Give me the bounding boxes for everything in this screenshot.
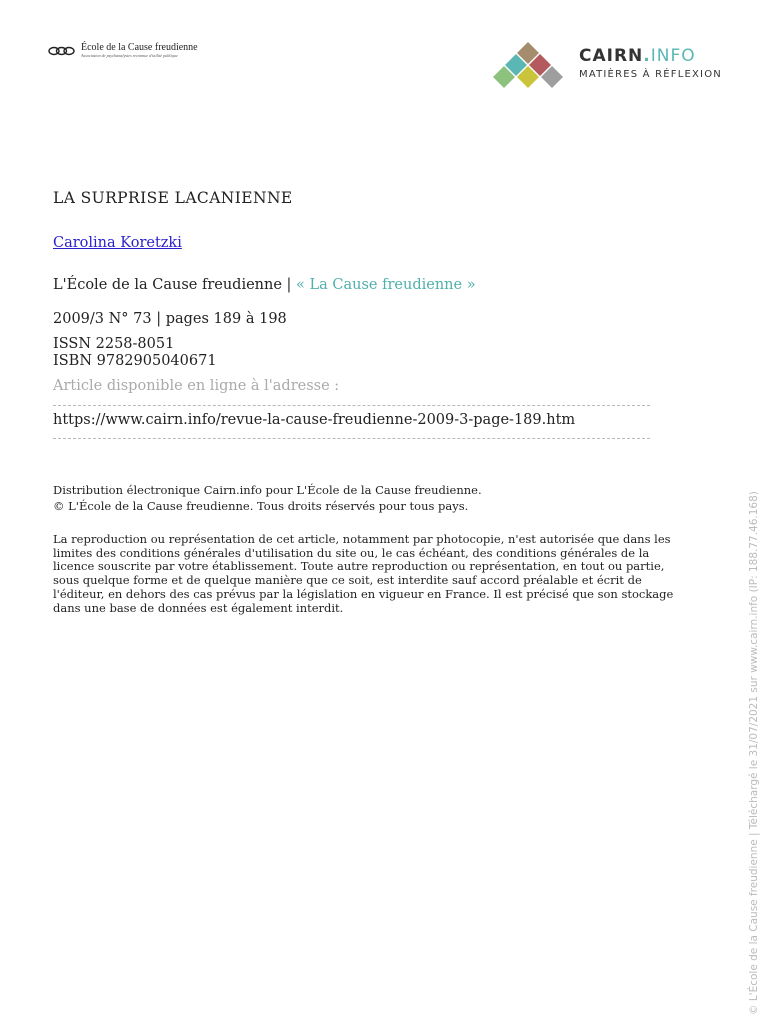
article-url-link[interactable]: https://www.cairn.info/revue-la-cause-freudienne-2009-3-page-189.htm <box>53 412 576 428</box>
cairn-brand <box>579 46 696 66</box>
legal-line: dans une base de données est également interdit. <box>53 600 344 615</box>
cairn-brand-dot: . <box>643 46 651 66</box>
issue-info: 2009/3 N° 73 | pages 189 à 198 <box>53 311 287 327</box>
author-link[interactable]: Carolina Koretzki <box>53 235 182 251</box>
legal-line: licence souscrite par votre établissement. Toute autre reproduction ou représentation, en tout ou partie, <box>53 559 665 574</box>
distribution-notice <box>53 483 482 514</box>
separator: | <box>286 277 292 293</box>
cairn-brand-suffix: INFO <box>650 46 696 66</box>
copyright-line: © L'École de la Cause freudienne. Tous droits réservés pour tous pays. <box>53 498 469 513</box>
publisher-text: L'École de la Cause freudienne <box>53 277 282 293</box>
availability-label: Article disponible en ligne à l'adresse : <box>53 378 340 394</box>
isbn: ISBN 9782905040671 <box>53 353 217 369</box>
issn: ISSN 2258-8051 <box>53 336 175 352</box>
cairn-slogan: MATIÈRES À RÉFLEXION <box>579 69 722 80</box>
publisher-logo-mark-icon <box>48 45 75 57</box>
legal-line: limites des conditions générales d'utilisation du site ou, le cas échéant, des conditions générales de la <box>53 545 650 560</box>
cairn-logo[interactable] <box>488 42 728 92</box>
article-title: LA SURPRISE LACANIENNE <box>53 189 293 207</box>
legal-line: La reproduction ou représentation de cet article, notamment par photocopie, n'est autorisée que dans les <box>53 532 671 546</box>
divider-bottom <box>53 438 650 439</box>
distribution-line: Distribution électronique Cairn.info pour L'École de la Cause freudienne. <box>53 483 482 497</box>
cairn-brand-name: CAIRN <box>579 46 644 66</box>
legal-line: l'éditeur, en dehors des cas prévus par la législation en vigueur en France. Il est précisé que son stockage <box>53 586 674 601</box>
cairn-diamonds-icon <box>488 42 568 92</box>
legal-line: sous quelque forme et de quelque manière que ce soit, est interdite sauf accord préalable et écrit de <box>53 573 642 588</box>
publisher-tagline: Association de psychanalystes reconnue d'utilité publique <box>81 53 178 58</box>
journal-line <box>53 277 476 293</box>
publisher-name: École de la Cause freudienne <box>81 42 198 53</box>
divider-top <box>53 405 650 406</box>
download-watermark: © L'École de la Cause freudienne | Téléchargé le 31/07/2021 sur www.cairn.info (IP: 188.77.46.168) <box>748 491 760 1015</box>
publisher-logo <box>48 42 208 62</box>
journal-link[interactable]: « La Cause freudienne » <box>296 277 476 293</box>
legal-notice <box>53 533 721 615</box>
